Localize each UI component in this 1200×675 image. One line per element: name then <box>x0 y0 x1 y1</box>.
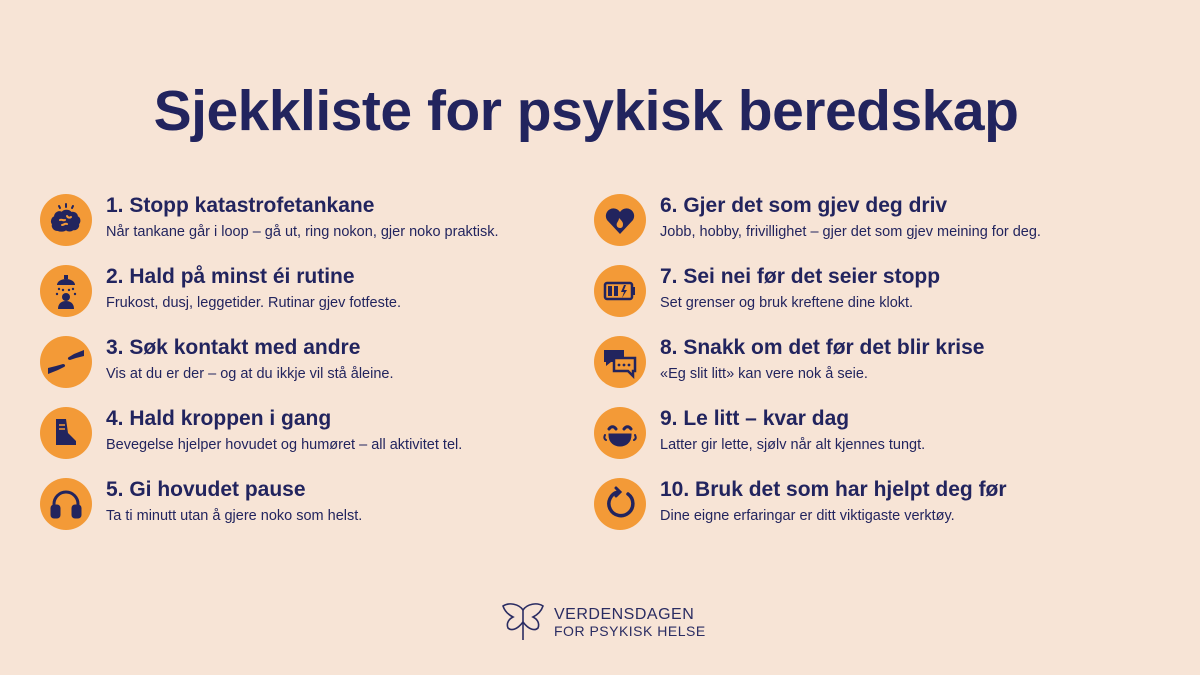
speech-bubbles-icon <box>594 336 646 388</box>
item-description: Vis at du er der – og at du ikkje vil stå åleine. <box>106 366 394 382</box>
list-item <box>594 190 1154 261</box>
list-item <box>40 332 560 403</box>
logo-line-2: FOR PSYKISK HELSE <box>554 623 706 639</box>
list-item <box>594 332 1154 403</box>
logo-line-1: VERDENSDAGEN <box>554 606 695 623</box>
battery-icon <box>594 265 646 317</box>
list-item <box>594 403 1154 474</box>
item-title: 3. Søk kontakt med andre <box>106 336 361 359</box>
item-title: 1. Stopp katastrofetankane <box>106 194 375 217</box>
item-title: 2. Hald på minst éi rutine <box>106 265 355 288</box>
item-title: 9. Le litt – kvar dag <box>660 407 850 430</box>
item-description: Når tankane går i loop – gå ut, ring nokon, gjer noko praktisk. <box>106 224 499 240</box>
item-title: 7. Sei nei før det seier stopp <box>660 265 941 288</box>
checklist-left-column <box>40 190 560 545</box>
list-item <box>40 261 560 332</box>
item-title: 5. Gi hovudet pause <box>106 478 306 501</box>
list-item <box>594 474 1154 545</box>
item-title: 6. Gjer det som gjev deg driv <box>660 194 948 217</box>
list-item <box>40 190 560 261</box>
item-description: Latter gir lette, sjølv når alt kjennes tungt. <box>660 437 926 453</box>
list-item <box>594 261 1154 332</box>
item-description: Bevegelse hjelper hovudet og humøret – all aktivitet tel. <box>106 437 463 453</box>
laughing-face-icon <box>594 407 646 459</box>
butterfly-faces-icon <box>496 602 550 644</box>
organization-logo <box>496 602 706 644</box>
item-description: Set grenser og bruk kreftene dine klokt. <box>660 295 914 311</box>
item-title: 4. Hald kroppen i gang <box>106 407 332 430</box>
brain-icon <box>40 194 92 246</box>
item-description: Ta ti minutt utan å gjere noko som helst. <box>106 508 363 524</box>
item-description: Jobb, hobby, frivillighet – gjer det som gjev meining for deg. <box>660 224 1041 240</box>
list-item <box>40 403 560 474</box>
page-title: Sjekkliste for psykisk beredskap <box>153 79 1019 143</box>
item-description: «Eg slit litt» kan vere nok å seie. <box>660 366 868 382</box>
cycle-arrow-icon <box>594 478 646 530</box>
item-description: Dine eigne erfaringar er ditt viktigaste verktøy. <box>660 508 955 524</box>
item-title: 10. Bruk det som har hjelpt deg før <box>660 478 1007 501</box>
heart-flame-icon <box>594 194 646 246</box>
checklist-right-column <box>594 190 1154 545</box>
headphones-icon <box>40 478 92 530</box>
item-title: 8. Snakk om det før det blir krise <box>660 336 985 359</box>
shower-icon <box>40 265 92 317</box>
item-description: Frukost, dusj, leggetider. Rutinar gjev fotfeste. <box>106 295 401 311</box>
sneaker-icon <box>40 407 92 459</box>
reaching-hands-icon <box>40 336 92 388</box>
list-item <box>40 474 560 545</box>
